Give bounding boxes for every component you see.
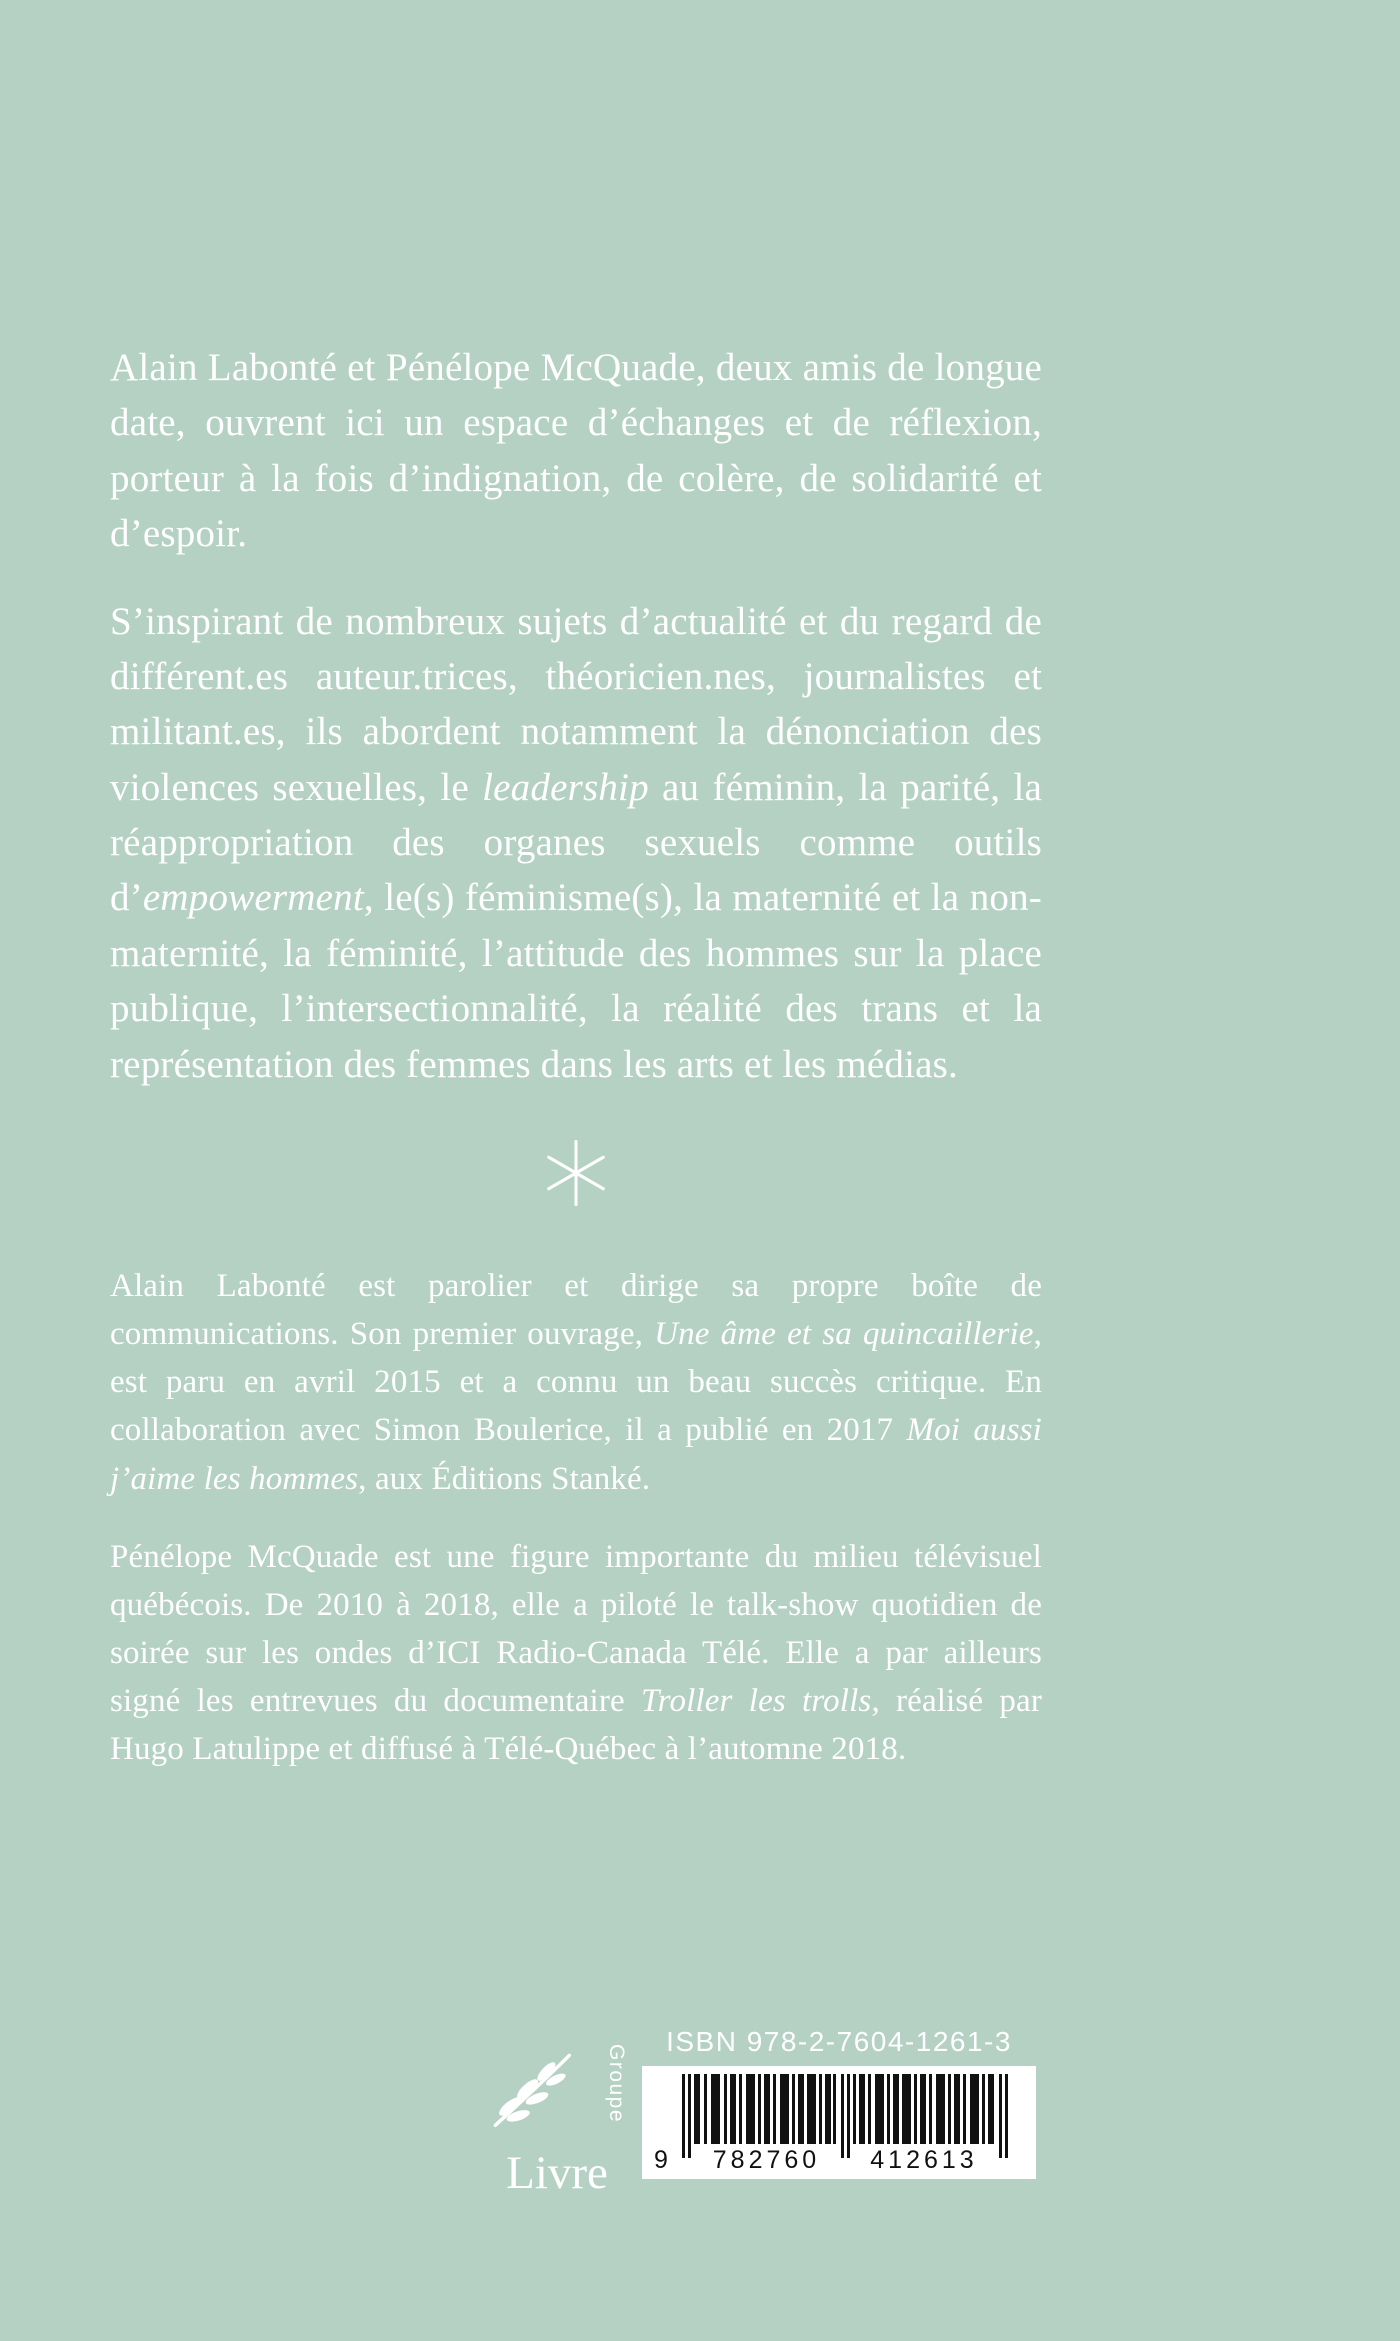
back-cover-text (110, 340, 1042, 1804)
barcode-digit-left: 9 (654, 2146, 668, 2174)
footer (0, 2026, 1400, 2246)
barcode-digit-group2: 412613 (870, 2146, 978, 2174)
publisher-logo (482, 2044, 632, 2200)
barcode (642, 2066, 1036, 2179)
asterisk-divider-icon (541, 1138, 611, 1208)
publisher-group-label: Groupe (605, 2044, 628, 2124)
author-bio-penelope-mcquade: Pénélope McQuade est une figure importante du milieu télévisuel québécois. De 2010 à 2018, elle a piloté le talk-show quotidien de soirée sur les ondes d’ICI Radio-Canada Télé. Elle a par ailleurs signé les entrevues du documentaire Troller les trolls, réalisé par Hugo Latulippe et diffusé à Télé-Québec à l’automne 2018. (110, 1538, 1042, 1768)
barcode-digit-group1: 782760 (712, 2146, 821, 2174)
synopsis-paragraph-2: S’inspirant de nombreux sujets d’actualité et du regard de différent.es auteur.trices, théoricien.nes, journalistes et militant.es, ils abordent notamment la dénonciation des violences sexuelles, le leadership au féminin, la parité, la réappropriation des organes sexuels comme outils d’empowerment, le(s) féminisme(s), la maternité et la non-maternité, la féminité, l’attitude des hommes sur la place publique, l’intersectionnalité, la réalité des trans et la représentation des femmes dans les arts et les médias. (110, 599, 1042, 1086)
isbn-label: ISBN 978-2-7604-1261-3 (666, 2026, 1012, 2057)
publisher-name-label: Livre (506, 2147, 608, 2199)
leaf-branch-icon (486, 2046, 580, 2137)
isbn-block (642, 2026, 1036, 2179)
synopsis-paragraph-1: Alain Labonté et Pénélope McQuade, deux amis de longue date, ouvrent ici un espace d’échanges et de réflexion, porteur à la fois d’indignation, de colère, de solidarité et d’espoir. (110, 346, 1042, 556)
author-bio-alain-labonte: Alain Labonté est parolier et dirige sa propre boîte de communications. Son premier ouvrage, Une âme et sa quincaillerie, est paru en avril 2015 et a connu un beau succès critique. En collaboration avec Simon Boulerice, il a publié en 2017 Moi aussi j’aime les hommes, aux Éditions Stanké. (110, 1267, 1042, 1497)
